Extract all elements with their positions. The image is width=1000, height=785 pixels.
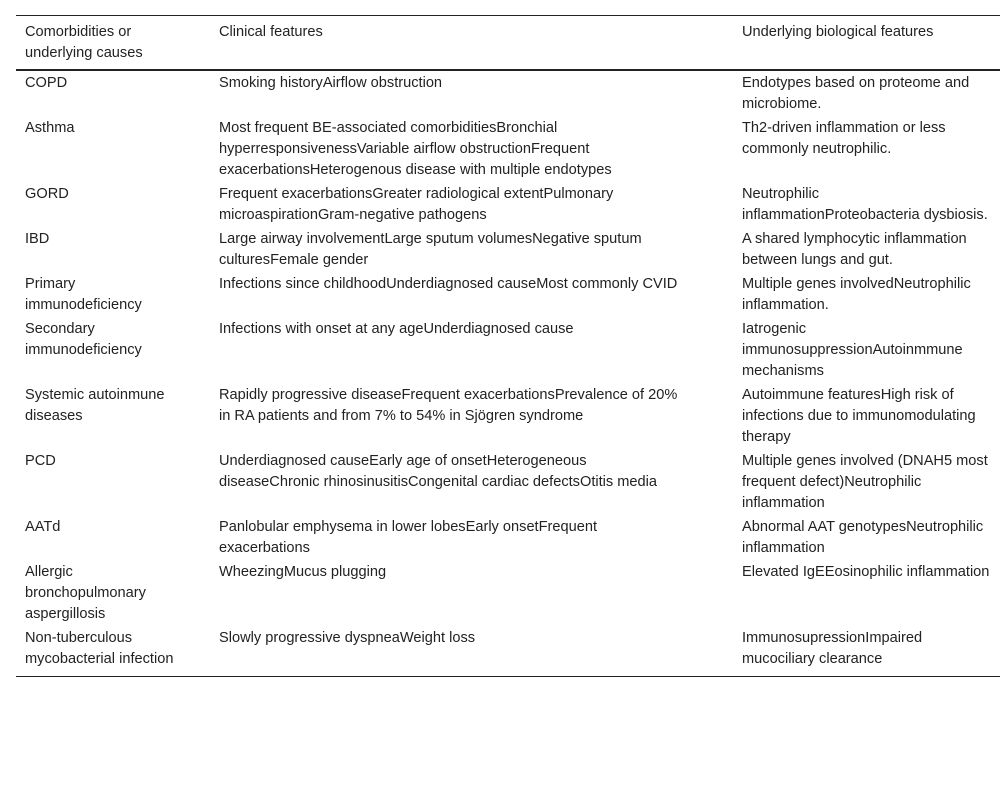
comorbidities-table bbox=[16, 15, 1000, 677]
cell-clinical-features: Infections since childhoodUnderdiagnosed causeMost commonly CVID bbox=[219, 276, 678, 292]
cell-comorbidity: IBD bbox=[25, 231, 50, 247]
cell-biological-features: Iatrogenic immunosuppressionAutoinmmune mechanisms bbox=[742, 321, 963, 379]
table-row bbox=[16, 561, 1000, 627]
cell-comorbidity: Asthma bbox=[25, 120, 75, 136]
cell-clinical-features: Panlobular emphysema in lower lobesEarly onsetFrequent exacerbations bbox=[219, 519, 598, 556]
cell-biological-features: Multiple genes involved (DNAH5 most frequent defect)Neutrophilic inflammation bbox=[742, 453, 988, 511]
cell-clinical-features: Large airway involvementLarge sputum volumesNegative sputum culturesFemale gender bbox=[219, 231, 642, 268]
cell-clinical-features: Infections with onset at any ageUnderdiagnosed cause bbox=[219, 321, 574, 337]
table-row bbox=[16, 70, 1000, 117]
header-row bbox=[16, 16, 1000, 71]
cell-comorbidity: Systemic autoinmune diseases bbox=[25, 387, 165, 424]
cell-clinical-features: Slowly progressive dyspneaWeight loss bbox=[219, 630, 476, 646]
cell-biological-features: Endotypes based on proteome and microbiome. bbox=[742, 75, 970, 112]
cell-biological-features: Abnormal AAT genotypesNeutrophilic inflammation bbox=[742, 519, 984, 556]
header-comorbidities: Comorbidities or underlying causes bbox=[25, 24, 143, 61]
cell-comorbidity: Primary immunodeficiency bbox=[25, 276, 142, 313]
cell-comorbidity: COPD bbox=[25, 75, 68, 91]
table-row bbox=[16, 228, 1000, 273]
table-row bbox=[16, 117, 1000, 183]
table-row bbox=[16, 450, 1000, 516]
cell-biological-features: Multiple genes involvedNeutrophilic inflammation. bbox=[742, 276, 971, 313]
table-row bbox=[16, 183, 1000, 228]
cell-biological-features: Th2-driven inflammation or less commonly neutrophilic. bbox=[742, 120, 946, 157]
table-header bbox=[16, 16, 1000, 71]
table-row bbox=[16, 384, 1000, 450]
header-clinical-features: Clinical features bbox=[219, 24, 323, 40]
cell-comorbidity: AATd bbox=[25, 519, 61, 535]
table-row bbox=[16, 516, 1000, 561]
cell-comorbidity: PCD bbox=[25, 453, 56, 469]
cell-clinical-features: Rapidly progressive diseaseFrequent exacerbationsPrevalence of 20% in RA patients and from 7% to 54% in Sjögren syndrome bbox=[219, 387, 678, 424]
cell-clinical-features: Most frequent BE-associated comorbiditiesBronchial hyperresponsivenessVariable airflow obstructionFrequent exacerbationsHeterogenous disease with multiple endotypes bbox=[219, 120, 612, 178]
cell-biological-features: Elevated IgEEosinophilic inflammation bbox=[742, 564, 990, 580]
cell-clinical-features: Smoking historyAirflow obstruction bbox=[219, 75, 443, 91]
cell-clinical-features: WheezingMucus plugging bbox=[219, 564, 387, 580]
cell-comorbidity: Secondary immunodeficiency bbox=[25, 321, 142, 358]
header-biological-features: Underlying biological features bbox=[742, 24, 934, 40]
cell-biological-features: Autoimmune featuresHigh risk of infections due to immunomodulating therapy bbox=[742, 387, 976, 445]
cell-comorbidity: GORD bbox=[25, 186, 69, 202]
cell-biological-features: Neutrophilic inflammationProteobacteria dysbiosis. bbox=[742, 186, 988, 223]
table-row bbox=[16, 318, 1000, 384]
table-row bbox=[16, 273, 1000, 318]
cell-comorbidity: Allergic bronchopulmonary aspergillosis bbox=[25, 564, 146, 622]
cell-clinical-features: Frequent exacerbationsGreater radiological extentPulmonary microaspirationGram-negative pathogens bbox=[219, 186, 614, 223]
table-body bbox=[16, 70, 1000, 677]
cell-biological-features: A shared lymphocytic inflammation between lungs and gut. bbox=[742, 231, 967, 268]
table-row bbox=[16, 627, 1000, 677]
cell-biological-features: ImmunosupressionImpaired mucociliary clearance bbox=[742, 630, 923, 667]
cell-comorbidity: Non-tuberculous mycobacterial infection bbox=[25, 630, 174, 667]
cell-clinical-features: Underdiagnosed causeEarly age of onsetHeterogeneous diseaseChronic rhinosinusitisCongenital cardiac defectsOtitis media bbox=[219, 453, 658, 490]
